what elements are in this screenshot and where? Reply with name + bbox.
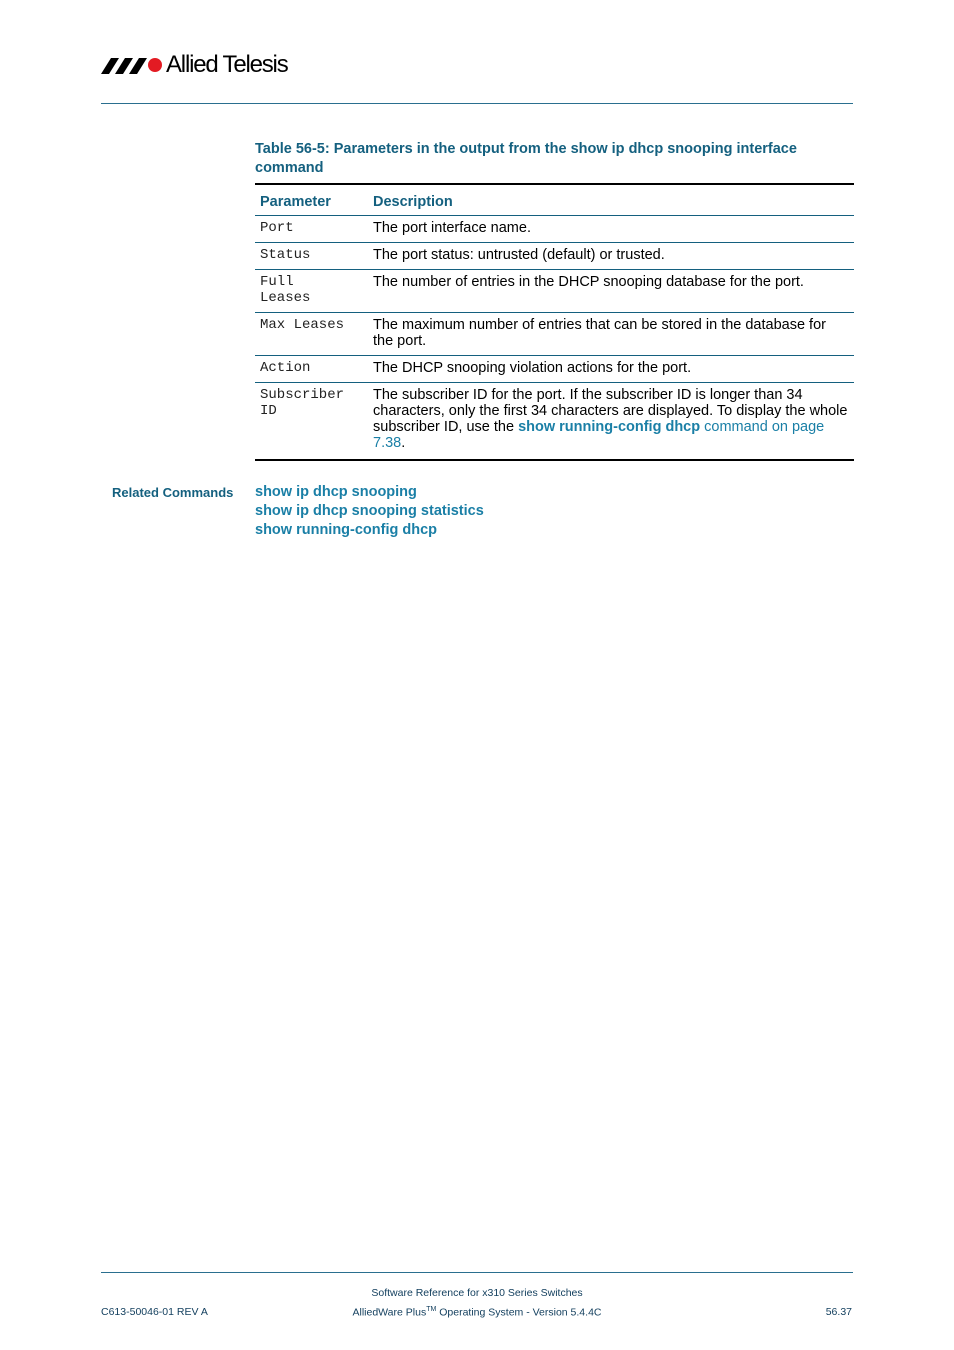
table-row	[255, 313, 854, 356]
parameter-cell: Action	[255, 356, 368, 383]
logo-mark-icon	[101, 50, 163, 80]
trademark-symbol: TM	[426, 1306, 437, 1313]
show-running-config-dhcp-link[interactable]: show running-config dhcp	[518, 419, 701, 435]
related-command-link[interactable]: show running-config dhcp	[255, 522, 438, 538]
related-commands-list	[255, 483, 484, 540]
description-cell: The port status: untrusted (default) or trusted.	[368, 243, 854, 270]
parameter-cell: Port	[255, 216, 368, 243]
description-cell	[368, 383, 854, 461]
table-caption: Table 56-5: Parameters in the output from the show ip dhcp snooping interface command	[255, 141, 797, 176]
description-text: The subscriber ID for the port. If the subscriber ID is longer than 34 characters, only the first 34 characters are displayed. To display the whole subscriber ID, use the	[373, 387, 848, 435]
footer-page-number: 56.37	[825, 1306, 852, 1318]
footer-os-version-text: Operating System - Version 5.4.4C	[436, 1306, 602, 1319]
logo-text: Allied Telesis	[166, 51, 288, 78]
description-cell: The DHCP snooping violation actions for the port.	[368, 356, 854, 383]
column-header-description: Description	[368, 184, 854, 216]
table-row	[255, 216, 854, 243]
table-row	[255, 383, 854, 461]
footer-divider	[101, 1272, 853, 1273]
column-header-parameter: Parameter	[255, 184, 368, 216]
company-logo	[101, 50, 288, 80]
table-row	[255, 243, 854, 270]
description-period: .	[401, 435, 406, 451]
parameters-table	[255, 183, 854, 461]
footer-os-name: AlliedWare Plus	[352, 1306, 427, 1319]
parameter-cell: Status	[255, 243, 368, 270]
related-command-link[interactable]: show ip dhcp snooping statistics	[255, 503, 484, 519]
description-cell: The number of entries in the DHCP snooping database for the port.	[368, 270, 854, 313]
parameter-cell: Full Leases	[255, 270, 368, 313]
parameter-cell: Max Leases	[255, 313, 368, 356]
page-reference-link[interactable]: command on page 7.38	[373, 419, 825, 451]
header-divider	[101, 103, 853, 104]
table-row	[255, 356, 854, 383]
description-cell: The maximum number of entries that can be stored in the database for the port.	[368, 313, 854, 356]
related-commands-label: Related Commands	[112, 485, 234, 500]
table-row	[255, 270, 854, 313]
description-cell: The port interface name.	[368, 216, 854, 243]
parameter-cell: Subscriber ID	[260, 387, 345, 419]
related-command-link[interactable]: show ip dhcp snooping	[255, 484, 417, 500]
footer-title: Software Reference for x310 Series Switches	[371, 1287, 583, 1299]
footer-doc-id: C613-50046-01 REV A	[101, 1306, 208, 1318]
